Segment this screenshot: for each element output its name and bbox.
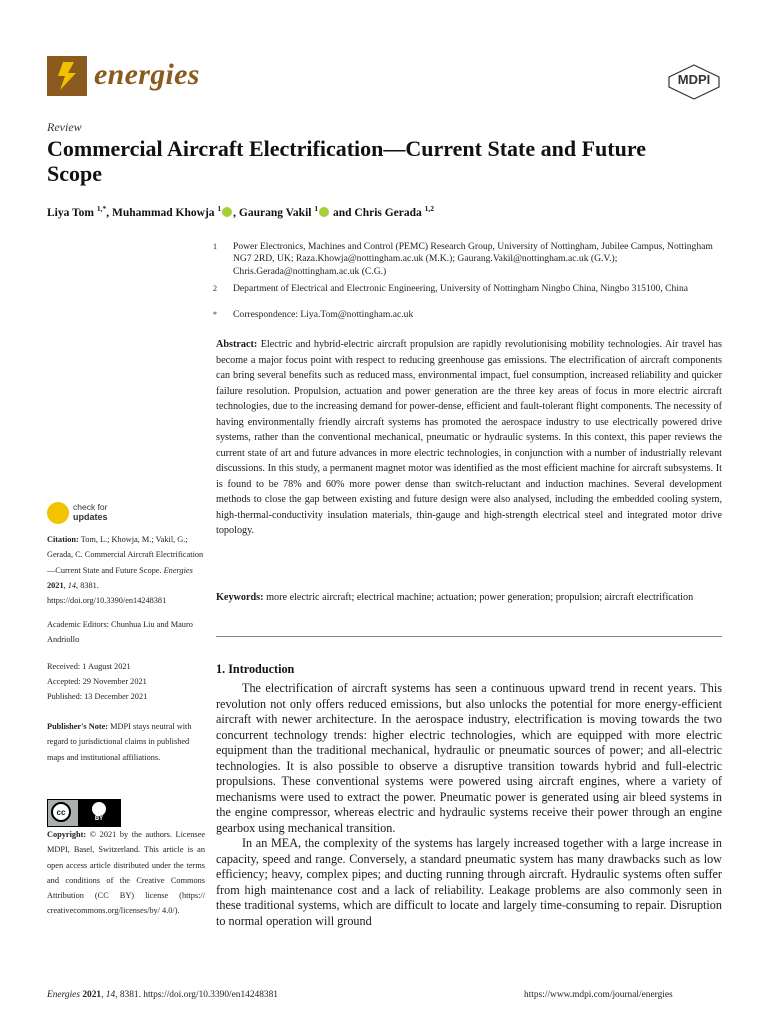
section-divider	[216, 636, 722, 637]
publisher-note-text: MDPI stays neutral with regard to jurisdictional claims in published maps and institutional affiliations.	[47, 722, 192, 762]
journal-name: energies	[94, 58, 200, 91]
by-label: BY	[94, 816, 104, 822]
affiliation-mark: *	[213, 310, 217, 319]
paragraph: The electrification of aircraft systems has seen a continuous upward trend in recent years. This revolution not only offers reduced emissions, but also unlocks the potential for more energy-efficient aircraft with newer architecture. In the aerospace industry, electrification is moving towards the two concurrent technology trends: higher electric technologies, which are equipped with more electric equipment than the traditional mechanical, hydraulic or pneumatic sources of power; and all-electric technologies. It is also possible to observe a disruptive transition towards hybrid and full-electric propulsions. These conventional systems were powered using aircraft engines, where a variety of mechanisms were used to extract the power. Pneumatic power is generated using air bleed systems in the engine compressor, whereas electric and hydraulic systems receive their power through an engine gearbox using mechanical transition.	[216, 681, 722, 835]
footer-journal: Energies	[47, 990, 80, 1000]
author-name: Muhammad Khowja	[111, 206, 218, 219]
author-separator: ,	[233, 206, 239, 219]
copyright-label: Copyright:	[47, 830, 87, 839]
received-date: Received: 1 August 2021	[47, 662, 131, 671]
abstract-label: Abstract:	[216, 339, 258, 350]
citation-label: Citation:	[47, 535, 79, 544]
abstract	[216, 337, 722, 539]
check-for-text: check for	[73, 502, 108, 512]
keywords-text: more electric aircraft; electrical machine; actuation; power generation; propulsion; aircraft electrification	[266, 592, 694, 603]
author-affiliation-sup: 1,2	[424, 204, 435, 213]
citation-text: Tom, L.; Khowja, M.; Vakil, G.; Gerada, C. Commercial Aircraft Electrification—Current State and Future Scope.	[47, 535, 204, 575]
affiliation-mark: 1	[213, 242, 217, 251]
author-separator: and	[330, 206, 355, 219]
copyright-text: © 2021 by the authors. Licensee MDPI, Basel, Switzerland. This article is an open access article distributed under the terms and conditions of the Creative Commons Attribution (CC BY) license (https:// creativecommons.org/licenses/by/ 4.0/).	[47, 830, 206, 916]
author-name: Gaurang Vakil	[238, 206, 315, 219]
citation-year: 2021	[47, 580, 64, 590]
affiliation-text: Correspondence: Liya.Tom@nottingham.ac.uk	[233, 309, 414, 320]
article-type: Review	[47, 120, 82, 134]
publisher-note	[47, 719, 205, 765]
correspondence	[213, 309, 723, 321]
lightning-bolt-icon	[54, 61, 80, 91]
academic-editors: Academic Editors: Chunhua Liu and Mauro Andriollo	[47, 620, 193, 645]
check-updates-icon	[47, 502, 69, 524]
check-for-updates-badge[interactable]	[47, 502, 127, 524]
author-separator: ,	[106, 206, 112, 219]
mdpi-logo	[667, 64, 721, 100]
affiliation-mark: 2	[213, 284, 217, 293]
citation-journal: Energies	[163, 565, 193, 575]
abstract-text: Electric and hybrid-electric aircraft propulsion are rapidly revolutionising mobility technologies. Air travel has become a major focus point with respect to reducing greenhouse gas emissions. The electrification of aircraft components can bring several benefits such as reduced mass, environmental impact, fuel consumption, increased reliability and quicker failure resolution. Propulsion, actuation and power generation are the three key areas of focus in more electric aircraft technologies, due to the increasing demand for power-dense, efficient and fault-tolerant flight components. The necessity of having environmentally friendly aircraft systems has promoted the aerospace industry to use electrically powered drive systems, rather than the conventional mechanical, pneumatic or hydraulic systems. In this context, this paper reviews the current state of art and future advances in more electric technologies, in conjunction with a number of industrially relevant discussions. In this study, a permanent magnet motor was identified as the most efficient machine for aircraft subsystems. It is found to be 78% and 60% more power dense than switch-reluctant and induction machines. Several development methods to close the gap between existing and future design were also analysed, including the embedded cooling system, high-thermal-conductivity insulation materials, thin-gauge and high-strength electrical steel and integrated motor drive topology.	[216, 339, 722, 536]
footer-year: 2021	[82, 990, 102, 1000]
orcid-icon[interactable]	[222, 207, 232, 217]
author-name: Chris Gerada	[354, 206, 425, 219]
affiliation-text: Power Electronics, Machines and Control (PEMC) Research Group, University of Nottingham, Jubilee Campus, Nottingham NG7 2RD, UK; Raza.Khowja@nottingham.ac.uk (M.K.); Gaurang.Vakil@nottingham.ac.uk (G.V.); Chris.Gerada@nottingham.ac.uk (C.G.)	[233, 241, 713, 277]
publisher-name: MDPI	[677, 72, 711, 87]
footer-volume: 14	[105, 990, 116, 1000]
cc-by-license-badge[interactable]	[47, 799, 121, 827]
updates-text: updates	[73, 511, 108, 522]
footer-citation: Energies 2021, 14, 8381. https://doi.org/10.3390/en14248381	[47, 990, 278, 1000]
published-date: Published: 13 December 2021	[47, 692, 148, 701]
affiliation-text: Department of Electrical and Electronic Engineering, University of Nottingham Ningbo China, Ningbo 315100, China	[233, 283, 689, 294]
footer-journal-url[interactable]: https://www.mdpi.com/journal/energies	[524, 990, 673, 1000]
accepted-date: Accepted: 29 November 2021	[47, 677, 147, 686]
author-affiliation-sup: 1	[314, 204, 319, 213]
person-icon	[92, 802, 106, 816]
citation: Citation: Tom, L.; Khowja, M.; Vakil, G.; Gerada, C. Commercial Aircraft Electrification—Current State and Future Scope. Energies 2021, 14, 8381. https://doi.org/10.3390/en14248381	[47, 535, 204, 606]
citation-doi[interactable]: , 8381. https://doi.org/10.3390/en14248381	[47, 580, 167, 606]
introduction-body	[216, 681, 722, 929]
footer-doi[interactable]: , 8381. https://doi.org/10.3390/en14248381	[115, 990, 278, 1000]
author-list	[47, 204, 434, 219]
article-title: Commercial Aircraft Electrification—Current State and Future Scope	[47, 136, 646, 186]
orcid-icon[interactable]	[319, 207, 329, 217]
keywords	[216, 590, 722, 606]
section-heading-introduction: 1. Introduction	[216, 662, 295, 676]
publisher-note-label: Publisher's Note:	[47, 722, 109, 731]
author-name: Liya Tom	[47, 206, 97, 219]
keywords-label: Keywords:	[216, 592, 264, 603]
author-affiliation-sup: 1,*	[96, 204, 107, 213]
paragraph: In an MEA, the complexity of the systems has largely increased together with a large increase in capacity, speed and range. Conversely, a standard pneumatic system has many drawbacks such as low efficiency; heavy, complex pipes; and ducting running through aircraft. Hydraulic systems often suffer from high maintenance cost and a lack of reliability. Leakage problems are also commonly seen in these traditional systems, which are difficult to locate and largely time-consuming to repair. Disruption to normal operation will ground	[216, 836, 722, 928]
author-affiliation-sup: 1	[217, 204, 222, 213]
affiliation-1	[213, 241, 723, 278]
copyright	[47, 827, 205, 919]
affiliation-2	[213, 283, 723, 295]
journal-logo	[47, 56, 87, 96]
citation-volume: 14	[67, 580, 77, 590]
cc-icon: cc	[51, 802, 71, 822]
